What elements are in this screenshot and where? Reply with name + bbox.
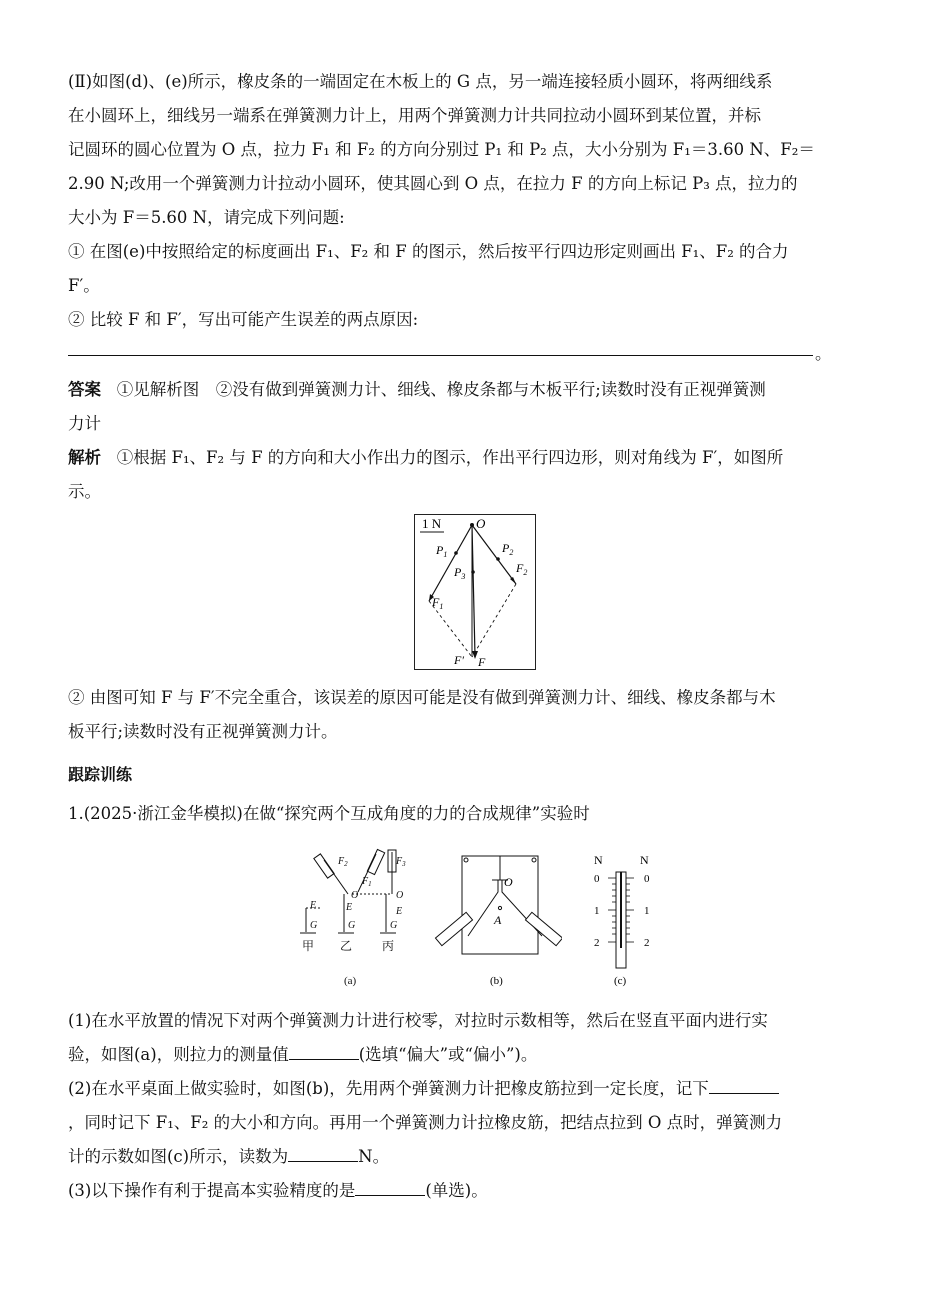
label-P3: $P_3$ bbox=[454, 565, 466, 581]
fig-a-label-F1: $F_1$ bbox=[362, 876, 372, 888]
fig-a-label-jia: 甲 bbox=[302, 939, 315, 953]
sub-question-1-line-b bbox=[68, 1041, 537, 1065]
fig-a-label-E2: E bbox=[346, 902, 353, 913]
point-P1 bbox=[454, 551, 458, 555]
s2-blank-1[interactable] bbox=[709, 1079, 779, 1094]
sub-question-2-line-b: ，同时记下 F₁、F₂ 的大小和方向。再用一个弹簧测力计拉橡皮筋，把结点拉到 O 点时，弹簧测力 bbox=[68, 1113, 783, 1132]
label-F: F bbox=[478, 655, 486, 669]
fig-a-caption: (a) bbox=[344, 975, 357, 987]
sub-question-1-line-a: (1)在水平放置的情况下对两个弹簧测力计进行校零，对拉时示数相等，然后在竖直平面内进行实 bbox=[68, 1011, 768, 1030]
label-F2: $F_2$ bbox=[516, 561, 528, 577]
fig-a-label-F3: $F_3$ bbox=[396, 856, 406, 868]
s1-post: (选填“偏大”或“偏小”)。 bbox=[358, 1045, 538, 1064]
sub-question-2-line-c bbox=[68, 1143, 389, 1167]
part2-line-5: 大小为 F＝5.60 N，请完成下列问题: bbox=[68, 208, 345, 227]
part2-line-4: 2.90 N;改用一个弹簧测力计拉动小圆环，使其圆心到 O 点，在拉力 F 的方向上标记 P₃ 点，拉力的 bbox=[68, 174, 798, 193]
question-1-line-b: F′。 bbox=[68, 276, 100, 295]
fig-a-label-E3: E bbox=[396, 906, 403, 917]
label-F1: $F_1$ bbox=[432, 595, 444, 611]
fig-a-label-G2: G bbox=[348, 920, 356, 931]
analysis-text-2: 示。 bbox=[68, 482, 101, 501]
answer-text-1: ①见解析图 ②没有做到弹簧测力计、细线、橡皮条都与木板平行;读数时没有正视弹簧测 bbox=[116, 380, 766, 399]
figure-c bbox=[586, 852, 666, 990]
fig-a-label-bing: 丙 bbox=[382, 939, 395, 953]
fig-c-caption: (c) bbox=[614, 975, 627, 987]
training-question-1: 1.(2025·浙江金华模拟)在做“探究两个互成角度的力的合成规律”实验时 bbox=[68, 804, 590, 823]
analysis-text-3: ② 由图可知 F 与 F′不完全重合，该误差的原因可能是没有做到弹簧测力计、细线、橡皮条都与木 bbox=[68, 688, 776, 707]
fig-a-label-G3: G bbox=[390, 920, 398, 931]
s2-blank-2[interactable] bbox=[288, 1147, 358, 1162]
answer-line-1 bbox=[68, 376, 766, 400]
fig-a-label-O2: O bbox=[396, 890, 404, 901]
training-heading: 跟踪训练 bbox=[68, 765, 133, 784]
sub-question-2-line-a bbox=[68, 1075, 779, 1099]
fig-b-caption: (b) bbox=[490, 975, 503, 987]
force-diagram-figure bbox=[414, 514, 536, 670]
fig-c-tick-2-left: 2 bbox=[594, 937, 600, 949]
answer-label: 答案 bbox=[68, 380, 101, 399]
fig-a-label-F2: $F_2$ bbox=[338, 856, 348, 868]
s2c-post: N。 bbox=[358, 1147, 390, 1166]
fig-c-N-left: N bbox=[594, 853, 603, 867]
spring-scale-left bbox=[435, 912, 472, 945]
fig-c-tick-2-right: 2 bbox=[644, 937, 650, 949]
s1-blank[interactable] bbox=[289, 1045, 359, 1060]
fig-a-label-E1: E bbox=[310, 900, 317, 911]
analysis-line-1 bbox=[68, 444, 783, 468]
s3-blank[interactable] bbox=[355, 1181, 425, 1196]
label-P1: $P_1$ bbox=[436, 543, 448, 559]
s3-pre: (3)以下操作有利于提高本实验精度的是 bbox=[68, 1181, 356, 1200]
spring-scale-F1 bbox=[367, 849, 384, 874]
spring-scale-right bbox=[525, 912, 562, 945]
label-O: O bbox=[476, 516, 486, 531]
s3-post: (单选)。 bbox=[425, 1181, 488, 1200]
fig-c-tick-0-right: 0 bbox=[644, 873, 650, 885]
fig-a-label-O1: O bbox=[351, 890, 359, 901]
sub-question-3 bbox=[68, 1177, 488, 1201]
fig-b-label-A: A bbox=[494, 913, 502, 927]
label-F-prime: F′ bbox=[454, 653, 464, 667]
fig-b-label-O: O bbox=[504, 875, 513, 889]
s1-pre: 验，如图(a)，则拉力的测量值 bbox=[68, 1045, 289, 1064]
fig-a-label-yi: 乙 bbox=[340, 939, 353, 953]
figure-b bbox=[432, 852, 562, 990]
point-P2 bbox=[496, 557, 500, 561]
fig-c-tick-1-right: 1 bbox=[644, 905, 650, 917]
part2-line-1: (Ⅱ)如图(d)、(e)所示，橡皮条的一端固定在木板上的 G 点，另一端连接轻质小圆环，将两细线系 bbox=[68, 72, 773, 91]
fig-c-tick-1-left: 1 bbox=[594, 905, 600, 917]
answer-text-2: 力计 bbox=[68, 414, 101, 433]
analysis-text-4: 板平行;读数时没有正视弹簧测力计。 bbox=[68, 722, 338, 741]
pin-right bbox=[532, 858, 536, 862]
part2-line-3: 记圆环的圆心位置为 O 点，拉力 F₁ 和 F₂ 的方向分别过 P₁ 和 P₂ 点，大小分别为 F₁＝3.60 N、F₂＝ bbox=[68, 140, 815, 159]
s2c-pre: 计的示数如图(c)所示，读数为 bbox=[68, 1147, 289, 1166]
pin-left bbox=[464, 858, 468, 862]
answer-blank-line[interactable] bbox=[68, 355, 813, 356]
fig-a-label-G1: G bbox=[310, 920, 318, 931]
analysis-label: 解析 bbox=[68, 448, 101, 467]
figure-a bbox=[296, 848, 416, 990]
spring-scale-F2 bbox=[314, 854, 334, 878]
point-A bbox=[498, 906, 501, 909]
fig-c-N-right: N bbox=[640, 853, 649, 867]
label-P2: $P_2$ bbox=[502, 541, 514, 557]
part2-line-2: 在小圆环上，细线另一端系在弹簧测力计上，用两个弹簧测力计共同拉动小圆环到某位置，并标 bbox=[68, 106, 761, 125]
question-1-line-a: ① 在图(e)中按照给定的标度画出 F₁、F₂ 和 F 的图示，然后按平行四边形定则画出 F₁、F₂ 的合力 bbox=[68, 242, 789, 261]
answer-period: 。 bbox=[815, 344, 832, 363]
rubber-left bbox=[468, 880, 498, 936]
s2-pre: (2)在水平桌面上做实验时，如图(b)，先用两个弹簧测力计把橡皮筋拉到一定长度，记下 bbox=[68, 1079, 709, 1098]
fig-c-tick-0-left: 0 bbox=[594, 873, 600, 885]
scale-label: 1 N bbox=[422, 516, 442, 531]
question-2: ② 比较 F 和 F′，写出可能产生误差的两点原因: bbox=[68, 310, 419, 329]
analysis-text-1: ①根据 F₁、F₂ 与 F 的方向和大小作出力的图示，作出平行四边形，则对角线为 F′，如图所 bbox=[116, 448, 784, 467]
